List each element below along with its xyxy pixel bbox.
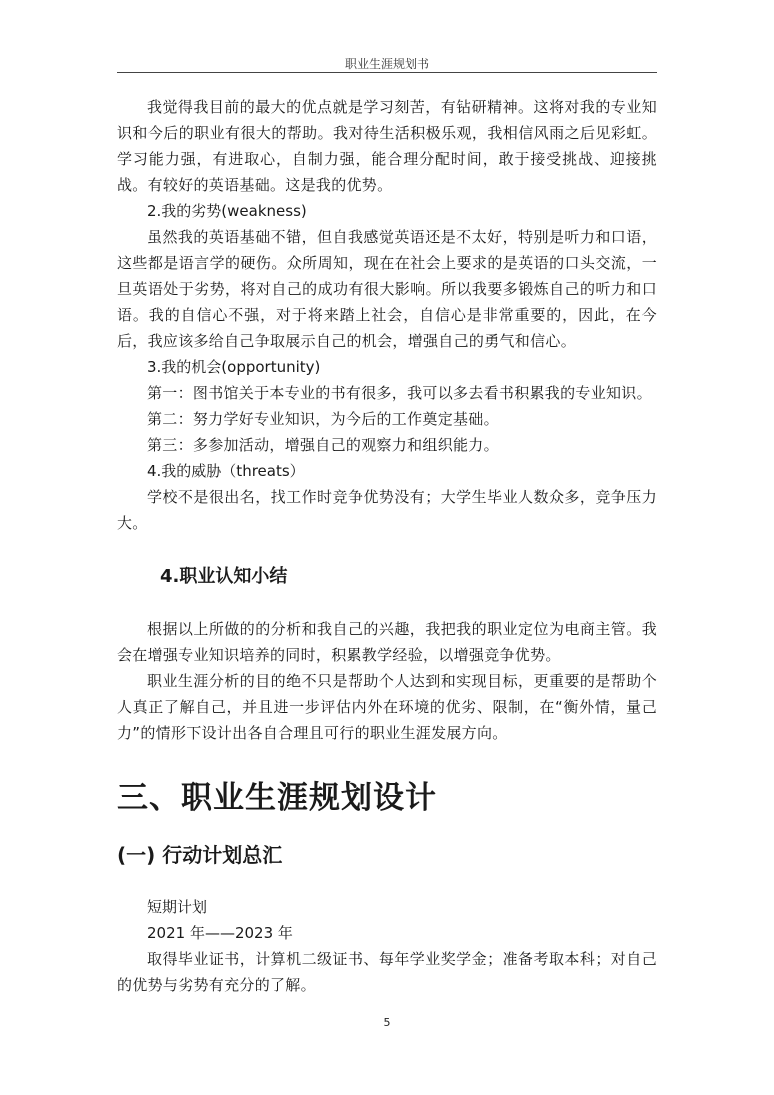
threats-paragraph: 学校不是很出名，找工作时竞争优势没有；大学生毕业人数众多，竞争压力大。 [117,488,657,532]
plan-text: 取得毕业证书，计算机二级证书、每年学业奖学金；准备考取本科；对自己的优势与劣势有充分的了解。 [117,950,657,994]
subsection-heading: (一) 行动计划总汇 [117,843,283,867]
page-number: 5 [383,1016,391,1029]
opportunity-item-2: 第二：努力学好专业知识，为今后的工作奠定基础。 [147,410,499,428]
strength-paragraph: 我觉得我目前的最大的优点就是学习刻苦，有钻研精神。这将对我的专业知识和今后的职业有很大的帮助。我对待生活积极乐观，我相信风雨之后见彩虹。学习能力强，有进取心，自制力强，能合理分配时间，敢于接受挑战、迎接挑战。有较好的英语基础。这是我的优势。 [117,98,657,194]
opportunity-item-1: 第一：图书馆关于本专业的书有很多，我可以多去看书积累我的专业知识。 [147,384,652,402]
chapter-heading: 三、职业生涯规划设计 [117,780,437,816]
threats-heading: 4.我的威胁（threats） [147,462,305,480]
weakness-heading: 2.我的劣势(weakness) [147,202,307,220]
summary-paragraph-1: 根据以上所做的的分析和我自己的兴趣，我把我的职业定位为电商主管。我会在增强专业知识培养的同时，积累教学经验，以增强竞争优势。 [117,620,657,664]
opportunity-heading: 3.我的机会(opportunity) [147,358,321,376]
section-heading-career-summary: 4.职业认知小结 [160,566,288,587]
short-plan-label: 短期计划 [147,898,208,916]
running-header: 职业生涯规划书 [344,57,429,71]
plan-period: 2021 年——2023 年 [147,924,293,942]
summary-paragraph-2: 职业生涯分析的目的绝不只是帮助个人达到和实现目标，更重要的是帮助个人真正了解自己，并且进一步评估内外在环境的优劣、限制，在“衡外情，量己力”的情形下设计出各自合理且可行的职业生涯发展方向。 [117,672,657,742]
opportunity-item-3: 第三：多参加活动，增强自己的观察力和组织能力。 [147,436,499,454]
weakness-paragraph: 虽然我的英语基础不错，但自我感觉英语还是不太好，特别是听力和口语，这些都是语言学的硬伤。众所周知，现在在社会上要求的是英语的口头交流，一旦英语处于劣势，将对自己的成功有很大影响。所以我要多锻炼自己的听力和口语。我的自信心不强，对于将来踏上社会，自信心是非常重要的，因此，在今后，我应该多给自己争取展示自己的机会，增强自己的勇气和信心。 [117,228,657,350]
page-content [117,94,657,998]
header-rule [117,72,657,73]
